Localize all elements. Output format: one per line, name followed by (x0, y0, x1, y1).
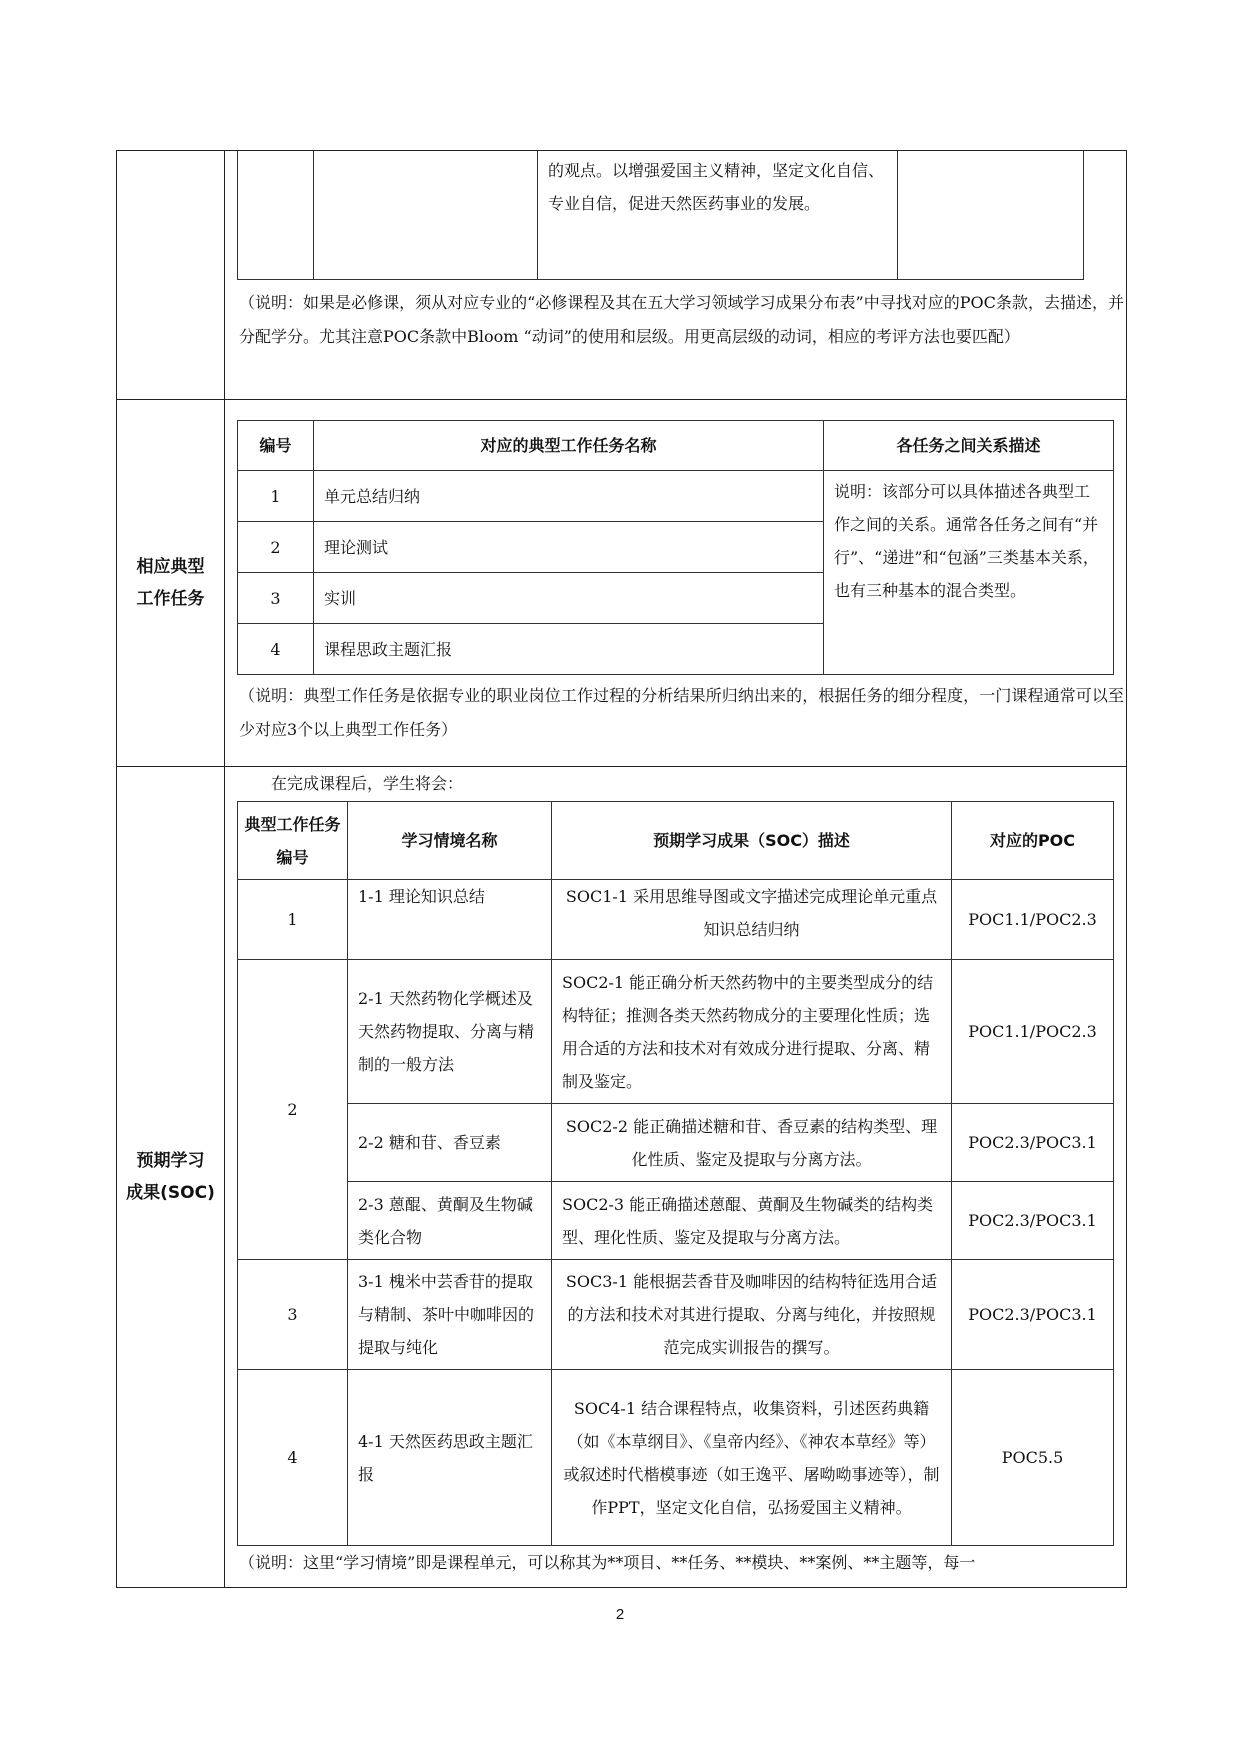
header-no: 编号 (238, 421, 314, 471)
typical-tasks-heading: 相应典型 工作任务 (117, 400, 225, 767)
table-row: 2-3 蒽醌、黄酮及生物碱类化合物 SOC2-3 能正确描述蒽醌、黄酮及生物碱类的结构类型、理化性质、鉴定及提取与分离方法。 POC2.3/POC3.1 (238, 1182, 1114, 1260)
soc-heading: 预期学习 成果(SOC) (117, 767, 225, 1588)
poc-description-cell: 的观点。以增强爱国主义精神，坚定文化自信、专业自信，促进天然医药事业的发展。 (538, 151, 898, 279)
relation-description: 说明：该部分可以具体描述各典型工作之间的关系。通常各任务之间有“并行”、“递进”和“包涵”三类基本关系，也有三种基本的混合类型。 (824, 471, 1114, 675)
typical-tasks-row (117, 400, 1127, 767)
header-task-no: 典型工作任务编号 (238, 802, 348, 880)
soc-note: （说明：这里“学习情境”即是课程单元，可以称其为**项目、**任务、**模块、**案例、**主题等，每一 (239, 1553, 976, 1572)
document-page (116, 150, 1126, 1588)
table-row: 1 1-1 理论知识总结 SOC1-1 采用思维导图或文字描述完成理论单元重点知识总结归纳 POC1.1/POC2.3 (238, 880, 1114, 960)
course-outline-table (116, 150, 1127, 1588)
soc-intro: 在完成课程后，学生将会： (271, 774, 464, 793)
table-row: 2 2-1 天然药物化学概述及天然药物提取、分离与精制的一般方法 SOC2-1 能正确分析天然药物中的主要类型成分的结构特征；推测各类天然药物成分的主要理化性质；选用合适的方法和技术对有效成分进行提取、分离、精制及鉴定。 POC1.1/POC2.3 (238, 960, 1114, 1104)
soc-row (117, 767, 1127, 1588)
table-row: 2-2 糖和苷、香豆素 SOC2-2 能正确描述糖和苷、香豆素的结构类型、理化性质、鉴定及提取与分离方法。 POC2.3/POC3.1 (238, 1104, 1114, 1182)
empty-heading-cell (117, 151, 225, 400)
header-task-name: 对应的典型工作任务名称 (314, 421, 824, 471)
poc-note: （说明：如果是必修课，须从对应专业的“必修课程及其在五大学习领域学习成果分布表”中寻找对应的POC条款，去描述，并分配学分。尤其注意POC条款中Bloom “动词”的使用和层级。用更高层级的动词，相应的考评方法也要匹配） (239, 292, 1124, 346)
soc-table (237, 801, 1114, 1546)
poc-continuation-row (117, 151, 1127, 400)
typical-tasks-table (237, 420, 1114, 675)
page-number: 2 (615, 1606, 625, 1623)
header-relation: 各任务之间关系描述 (824, 421, 1114, 471)
table-row: 3 实训 (238, 573, 1114, 624)
header-situation: 学习情境名称 (348, 802, 552, 880)
typical-tasks-note: （说明：典型工作任务是依据专业的职业岗位工作过程的分析结果所归纳出来的，根据任务的细分程度，一门课程通常可以至少对应3个以上典型工作任务） (239, 686, 1124, 739)
table-row: 1 单元总结归纳 说明：该部分可以具体描述各典型工作之间的关系。通常各任务之间有“并行”、“递进”和“包涵”三类基本关系，也有三种基本的混合类型。 (238, 471, 1114, 522)
table-row: 3 3-1 槐米中芸香苷的提取与精制、茶叶中咖啡因的提取与纯化 SOC3-1 能根据芸香苷及咖啡因的结构特征选用合适的方法和技术对其进行提取、分离与纯化，并按照规范完成实训报告的撰写。 POC2.3/POC3.1 (238, 1260, 1114, 1370)
header-soc: 预期学习成果（SOC）描述 (552, 802, 952, 880)
table-row: 4 4-1 天然医药思政主题汇报 SOC4-1 结合课程特点，收集资料，引述医药典籍（如《本草纲目》、《皇帝内经》、《神农本草经》等）或叙述时代楷模事迹（如王逸平、屠呦呦事迹等），制作PPT，坚定文化自信，弘扬爱国主义精神。 POC5.5 (238, 1370, 1114, 1546)
table-row: 2 理论测试 (238, 522, 1114, 573)
poc-inner-table (237, 151, 1084, 280)
header-poc: 对应的POC (952, 802, 1114, 880)
table-row: 4 课程思政主题汇报 (238, 624, 1114, 675)
